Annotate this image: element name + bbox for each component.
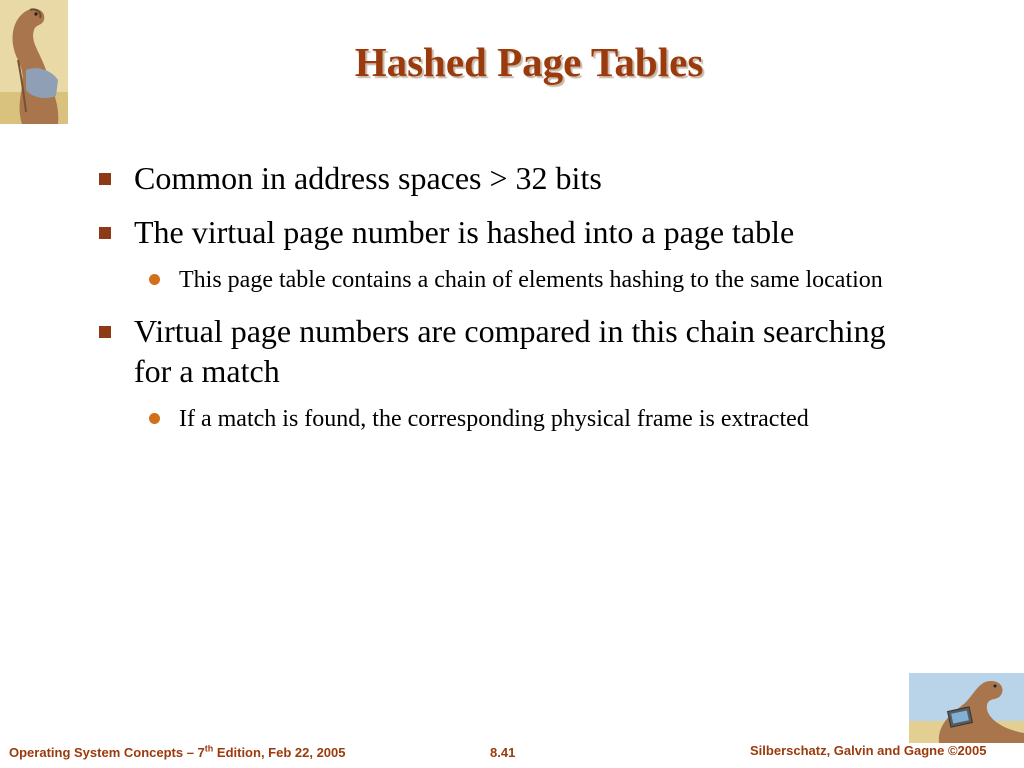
slide-title-row [0, 38, 1024, 86]
dinosaur-laptop-icon [909, 673, 1024, 743]
round-bullet-icon [149, 274, 160, 285]
bullet-item [96, 212, 896, 297]
sub-bullet-list [134, 402, 896, 436]
square-bullet-icon [99, 227, 111, 239]
round-bullet-icon [149, 413, 160, 424]
footer-course: Operating System Concepts – 7th Edition, Feb 22, 2005 [9, 743, 346, 760]
slide-title: Hashed Page Tables [354, 39, 704, 85]
bullet-item [96, 311, 896, 436]
sub-bullet-text: If a match is found, the corresponding physical frame is extracted [179, 406, 809, 432]
footer-page-number: 8.41 [490, 745, 516, 760]
bullet-text: The virtual page number is hashed into a page table [134, 214, 795, 250]
bullet-text: Common in address spaces > 32 bits [134, 160, 602, 196]
square-bullet-icon [99, 173, 111, 185]
sub-bullet-item [134, 263, 891, 297]
sub-bullet-item [134, 402, 891, 436]
bullet-text: Virtual page numbers are compared in this chain searching for a match [134, 313, 886, 389]
sub-bullet-list [134, 263, 896, 297]
sub-bullet-text: This page table contains a chain of elements hashing to the same location [179, 267, 883, 293]
square-bullet-icon [99, 326, 111, 338]
footer-authors: Silberschatz, Galvin and Gagne ©2005 [750, 743, 987, 758]
bullet-item [96, 158, 896, 198]
bullet-list [96, 158, 896, 450]
